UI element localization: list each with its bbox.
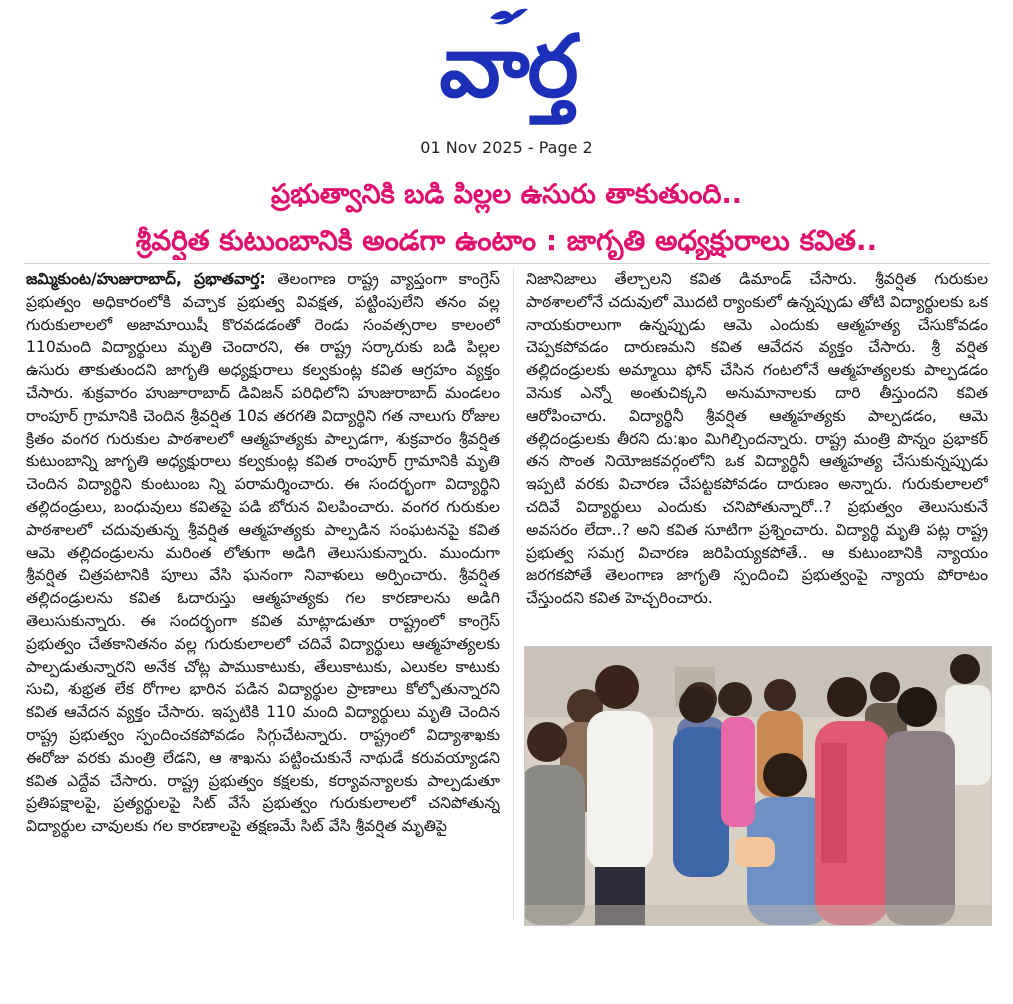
headline-divider [24, 263, 990, 264]
article-body-left: తెలంగాణ రాష్ట్ర వ్యాప్తంగా కాంగ్రెస్ ప్రభుత్వం అధికారంలోకి వచ్చాక ప్రభుత్వ వివక్షత, పట్టింపులేని తనం వల్ల గురుకులాలలో అజామాయిషీ కొరవడడంతో రెండు సంవత్సరాల కాలంలో 110మంది విద్యార్థులు మృతి చెందారని, ఈ రాష్ట్ర సర్కారుకు బడి పిల్లల ఉసురు తాకుతుందని జాగృతి అధ్యక్షురాలు కల్వకుంట్ల కవిత ఆగ్రహం వ్యక్తం చేసారు. శుక్రవారం హుజూరాబాద్ డివిజన్ పరిధిలోని హుజురాబాద్ మండలం రాంపూర్ గ్రామానికి చెందిన శ్రీవర్షిత 10వ తరగతి విద్యార్థిని గత నాలుగు రోజుల క్రితం వంగర గురుకుల పాఠశాలలో ఆత్మహత్యకు పాల్పడగా, శుక్రవారం శ్రీవర్షిత కుటుంబాన్ని జాగృతి అధ్యక్షురాలు కల్వకుంట్ల కవిత రాంపూర్ గ్రామానికి మృతి చెందిన విద్యార్థిని కుంటుంబ న్ని పరామర్శించారు. ఈ సందర్భంగా విద్యార్థిని తల్లిదండ్రులు, బంధువులు కవితపై పడి బోరున విలపించారు. వంగర గురుకుల పాఠశాలలో చదువుతున్న శ్రీవర్షిత ఆత్మహత్యకు పాల్పడిన సంఘటనపై కవిత ఆమె తల్లిదండ్రులను మరింత లోతుగా అడిగి తెలుసుకున్నారు. ముందుగా శ్రీవర్షిత చిత్రపటానికి పూలు వేసి ఘనంగా నివాళులు అర్పించారు. శ్రీవర్షిత తల్లిదండ్రులను కవిత ఓదారుస్తు ఆత్మహత్యకు గల కారణాలను అడిగి తెలుసుకున్నారు. ఈ సందర్భంగా కవిత మాట్లాడుతూ రాష్ట్రంలో కాంగ్రెస్ ప్రభుత్వం చేతకానితనం వల్ల గురుకులాలలో చదివే విద్యార్థులు ఆత్మహత్యలకు పాల్పడుతున్నారని అనేక చోట్ల పాముకాటుకు, తేలుకాటుకు, ఎలుకల కాటుకు సుచి, శుభ్రత లేక రోగాల భారిన పడిన విద్యార్థుల ప్రాణాలు కోల్పోతున్నారని కవిత ఆవేదన వ్యక్తం చేసారు. ఇప్పటికి 110 మంది విద్యార్థులు మృతి చెందిన రాష్ట్ర ప్రభుత్వం స్పందించకపోవడం సిగ్గుచేటన్నారు. రాష్ట్రంలో విద్యాశాఖకు ఈరోజు వరకు మంత్రి లేడని, ఆ శాఖను పట్టించుకునే నాథుడే కరువయ్యాడని కవిత ఎద్దేవ చేసారు. రాష్ట్ర ప్రభుత్వం కక్షలకు, కర్యావన్యాలకు పాల్పడుతూ ప్రతిపక్షాలపై, ప్రత్యర్థులపై సిట్ వేసే ప్రభుత్వం గురుకులాలలో చనిపోతున్న విద్యార్థుల చావులకు గల కారణాలపై తక్షణమే సిట్ వేసి శ్రీవర్షిత మృతిపై [26, 270, 500, 836]
article-column-right [526, 268, 988, 636]
column-divider [513, 268, 514, 920]
newspaper-logo[interactable] [392, 6, 624, 128]
article-column-left [26, 268, 500, 928]
edition-date-page: 01 Nov 2025 - Page 2 [420, 138, 593, 157]
logo-wordmark: వార్త [439, 17, 577, 117]
headline-secondary: శ్రీవర్షిత కుటుంబానికి అండగా ఉంటాం : జాగృతి అధ్యక్షురాలు కవిత.. [135, 224, 878, 257]
article-body-right: నిజానిజాలు తేల్చాలని కవిత డిమాండ్ చేసారు. శ్రీవర్షిత గురుకుల పాఠశాలలోనే చదువులో మొదటి ర్యాంకులో ఉన్నప్పుడు తోటి విద్యార్థులకు ఒక నాయకురాలుగా ఉన్నప్పుడు ఆమె ఎందుకు ఆత్మహత్య చేసుకోవడం చెప్పకపోవడం దారుణమని కవిత ఆవేదన వ్యక్తం చేసారు. శ్రీ వర్షిత తల్లిదండ్రులకు అమ్మాయి ఫోన్ చేసిన గంటలోనే ఆత్మహత్యలకు పాల్పడడం వెనుక ఎన్నో అంతుచిక్కని అనుమానాలకు దారి తీస్తుందని కవిత ఆరోపించారు. విద్యార్థినీ శ్రీవర్షిత ఆత్మహత్యకు పాల్పడడం, ఆమె తల్లిదండ్రులకు తీరని దు:ఖం మిగిల్చిందన్నారు. రాష్ట్ర మంత్రి పొన్నం ప్రభాకర్ తన సొంత నియోజకవర్గంలోని ఒక విద్యార్థినీ ఆత్మహత్య చేసుకున్నప్పుడు ఇప్పటి వరకు విచారణ చేపట్టకపోవడం దారుణం అన్నారు. గురుకులాలలో చదివే విద్యార్థులు ఎందుకు చనిపోతున్నారో..? ప్రభుత్వం తెలుసుకునే అవసరం లేదా..? అని కవిత సూటిగా ప్రశ్నించారు. విద్యార్థి మృతి పట్ల రాష్ట్ర ప్రభుత్వ సమగ్ర విచారణ జరిపియ్యకపోతే.. ఆ కుటుంబానికి న్యాయం జరగకపోతే తెలంగాణ జాగృతి స్పందించి ప్రభుత్వంపై న్యాయ పోరాటం చేస్తుందని కవిత హెచ్చరించారు. [526, 270, 988, 608]
headline-primary: ప్రభుత్వానికి బడి పిల్లల ఉసురు తాకుతుంది.. [271, 179, 742, 210]
masthead [0, 0, 1013, 170]
news-photo[interactable] [524, 646, 992, 926]
news-photo-icon [525, 647, 991, 925]
article-dateline: జమ్మికుంట/హుజురాబాద్, ప్రభాతవార్త: [26, 270, 266, 288]
article-paragraph-left [26, 268, 500, 838]
